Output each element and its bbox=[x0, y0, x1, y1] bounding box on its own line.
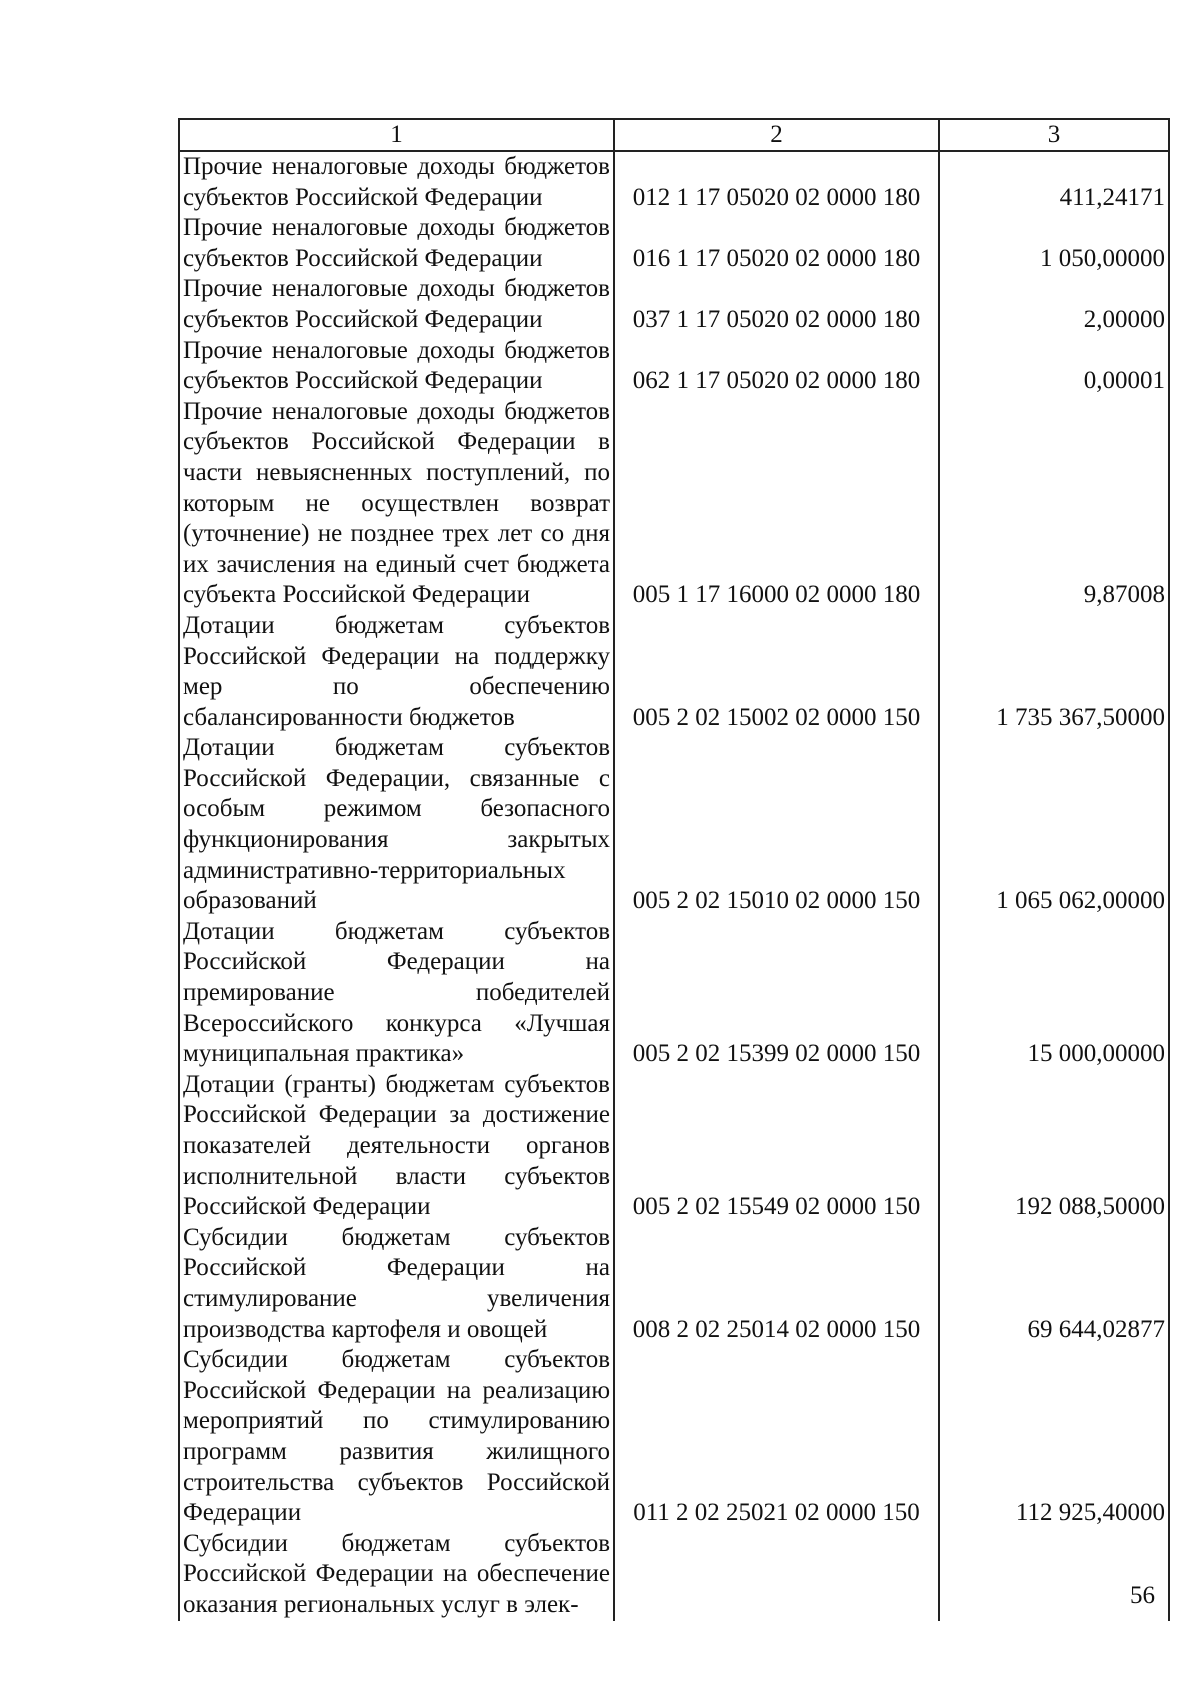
amount-cell: 15 000,00000 bbox=[939, 917, 1169, 1070]
budget-code-cell: 011 2 02 25021 02 0000 150 bbox=[614, 1345, 939, 1529]
table-row-continued bbox=[179, 1529, 1169, 1621]
amount-cell: 411,24171 bbox=[939, 151, 1169, 213]
table-row bbox=[179, 274, 1169, 335]
table-row bbox=[179, 336, 1169, 397]
budget-revenue-table bbox=[178, 118, 1170, 1621]
amount-cell: 112 925,40000 bbox=[939, 1345, 1169, 1529]
revenue-name-cell: Дотации бюджетам субъектов Российской Федерации, связанные с особым режимом безопасного функционирования закрытых административно-территориальных образований bbox=[179, 733, 614, 917]
budget-code-cell: 005 2 02 15399 02 0000 150 bbox=[614, 917, 939, 1070]
revenue-name-cell: Субсидии бюджетам субъектов Российской Федерации на реализацию мероприятий по стимулированию программ развития жилищного строительства субъектов Российской Федерации bbox=[179, 1345, 614, 1529]
column-header-1: 1 bbox=[179, 119, 614, 151]
column-header-2: 2 bbox=[614, 119, 939, 151]
header-row bbox=[179, 119, 1169, 151]
budget-code-cell: 037 1 17 05020 02 0000 180 bbox=[614, 274, 939, 335]
revenue-name-cell: Прочие неналоговые доходы бюджетов субъектов Российской Федерации bbox=[179, 274, 614, 335]
revenue-name-cell: Дотации бюджетам субъектов Российской Федерации на премирование победителей Всероссийского конкурса «Лучшая муниципальная практика» bbox=[179, 917, 614, 1070]
amount-cell: 1 050,00000 bbox=[939, 213, 1169, 274]
amount-cell: 0,00001 bbox=[939, 336, 1169, 397]
table-row bbox=[179, 213, 1169, 274]
revenue-name-cell: Субсидии бюджетам субъектов Российской Федерации на обеспечение оказания региональных услуг в элек- bbox=[179, 1529, 614, 1621]
revenue-name-cell: Дотации бюджетам субъектов Российской Федерации на поддержку мер по обеспечению сбалансированности бюджетов bbox=[179, 611, 614, 733]
budget-code-cell: 005 2 02 15010 02 0000 150 bbox=[614, 733, 939, 917]
budget-code-cell: 005 2 02 15549 02 0000 150 bbox=[614, 1070, 939, 1223]
revenue-name-cell: Прочие неналоговые доходы бюджетов субъектов Российской Федерации bbox=[179, 151, 614, 213]
table-row bbox=[179, 917, 1169, 1070]
column-header-3: 3 bbox=[939, 119, 1169, 151]
table-row bbox=[179, 1345, 1169, 1529]
table-body bbox=[179, 151, 1169, 1621]
revenue-name-cell: Прочие неналоговые доходы бюджетов субъектов Российской Федерации в части невыясненных поступлений, по которым не осуществлен возврат (уточнение) не позднее трех лет со дня их зачисления на единый счет бюджета субъекта Российской Федерации bbox=[179, 397, 614, 611]
table-row bbox=[179, 397, 1169, 611]
table-row bbox=[179, 733, 1169, 917]
amount-cell: 69 644,02877 bbox=[939, 1223, 1169, 1345]
budget-code-cell: 012 1 17 05020 02 0000 180 bbox=[614, 151, 939, 213]
amount-cell: 9,87008 bbox=[939, 397, 1169, 611]
budget-code-cell: 008 2 02 25014 02 0000 150 bbox=[614, 1223, 939, 1345]
revenue-name-cell: Прочие неналоговые доходы бюджетов субъектов Российской Федерации bbox=[179, 336, 614, 397]
page-number: 56 bbox=[1130, 1582, 1155, 1609]
amount-cell: 1 065 062,00000 bbox=[939, 733, 1169, 917]
amount-cell: 192 088,50000 bbox=[939, 1070, 1169, 1223]
table-row bbox=[179, 151, 1169, 213]
revenue-name-cell: Прочие неналоговые доходы бюджетов субъектов Российской Федерации bbox=[179, 213, 614, 274]
budget-code-cell: 016 1 17 05020 02 0000 180 bbox=[614, 213, 939, 274]
table-row bbox=[179, 1223, 1169, 1345]
table-row bbox=[179, 1070, 1169, 1223]
budget-code-cell: 005 1 17 16000 02 0000 180 bbox=[614, 397, 939, 611]
budget-code-cell: 062 1 17 05020 02 0000 180 bbox=[614, 336, 939, 397]
budget-code-cell: 005 2 02 15002 02 0000 150 bbox=[614, 611, 939, 733]
revenue-name-cell: Дотации (гранты) бюджетам субъектов Российской Федерации за достижение показателей деятельности органов исполнительной власти субъектов Российской Федерации bbox=[179, 1070, 614, 1223]
table-header bbox=[179, 119, 1169, 151]
amount-cell: 1 735 367,50000 bbox=[939, 611, 1169, 733]
revenue-name-cell: Субсидии бюджетам субъектов Российской Федерации на стимулирование увеличения производства картофеля и овощей bbox=[179, 1223, 614, 1345]
budget-code-cell bbox=[614, 1529, 939, 1621]
table-row bbox=[179, 611, 1169, 733]
amount-cell: 2,00000 bbox=[939, 274, 1169, 335]
